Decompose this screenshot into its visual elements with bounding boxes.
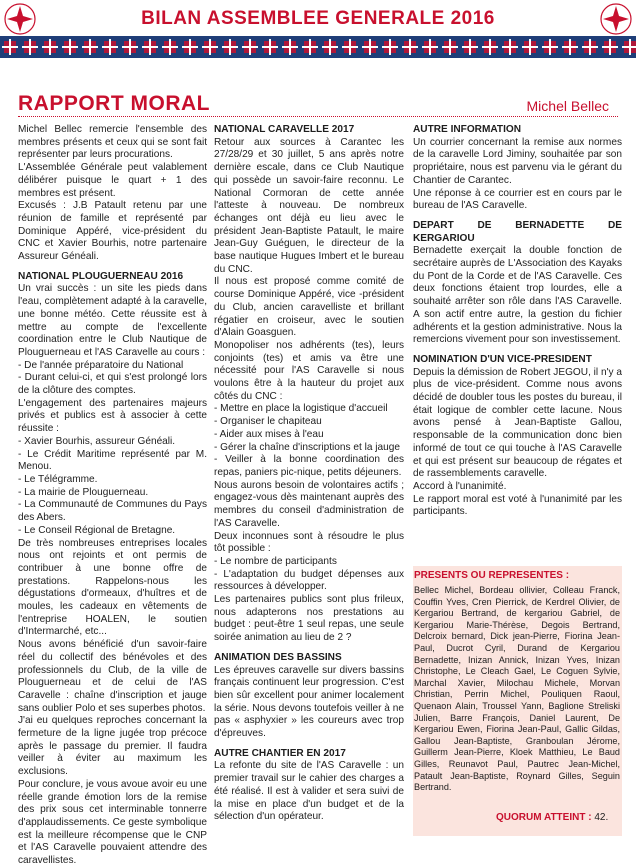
list-item: - Veiller à la bonne coordination des repas, paniers pic-nique, petits déjeuners.	[214, 454, 404, 478]
paragraph: Pour conclure, je vous avoue avoir eu une réelle grande émotion lors de la remise des prix sous cet interminable tonnerre d'applaudissements. Ce geste symbolique est la meilleure récompense que le CNP et l'AS Caravelle pouvaient attendre des caravellistes.	[18, 778, 207, 867]
list-item: - Mettre en place la logistique d'accueil	[214, 403, 388, 415]
paragraph: Il nous est proposé comme comité de course Dominique Appéré, vice -président du Club, ancien caravelliste et brillant régatier en croiseur, avec le soutien d'Alain Goasguen.	[214, 276, 404, 339]
list-item: - L'adaptation du budget dépenses aux ressources à développer.	[214, 568, 404, 593]
heading-autre-information: AUTRE INFORMATION	[413, 124, 522, 135]
paragraph: Deux inconnues sont à résoudre le plus tôt possible :	[214, 530, 404, 555]
paragraph: Les partenaires publics sont plus frileux, nous adapterons nos prestations au budget : peut-être 1 seul repas, une seule soirée animation au lieu de 2 ?	[214, 594, 404, 644]
decorative-flag-band	[0, 36, 636, 58]
heading-depart-bernadette: DEPART DE BERNADETTE DE KERGARIOU	[413, 219, 622, 244]
list-item: - Le nombre de participants	[214, 555, 337, 567]
quorum-label: QUORUM ATTEINT :	[496, 812, 592, 823]
list-item: - Le Conseil Régional de Bretagne.	[18, 524, 176, 536]
paragraph: Un vrai succès : un site les pieds dans l'eau, complètement adapté à la caravelle, une bonne météo. Cette réussite est à mettre au compte de l'excellente coordination entre le Club Nautique de Plouguerneau et l'AS Caravelle au cours :	[18, 283, 207, 358]
paragraph: Bernadette exerçait la double fonction de secrétaire auprès de L'Association des Kayaks du Pont de la Corde et de l'AS Caravelle. Ces deux fonctions étaient trop lourdes, elle a souhaité arrêter son rôle dans l'AS Caravelle. A son actif entre autre, la gestion du fichier adhérents et la gestion administrative. Nous la remercions vivement pour son investissement.	[413, 245, 622, 346]
attendees-list: Bellec Michel, Bordeau ollivier, Colleau Franck, Couffin Yves, Cren Pierrick, de Kerdrel Olivier, de Kergariou Bertrand, de kergariou Gabriel, de Kergariou Marie-Thérèse, Degois Bertrand, Delcroix bernard, Dick jean-Pierre, Fiorina Jean-Paul, Ducrot Cyril, Durand de Kergariou Bernadette, Inizan Annick, Inizan Yves, Inizan Christophe, Le Cleach Gael, Le Coguen Sylvie, Marchal Xavier, Milochau Michele, Morvan Christian, Perrin Michel, Pouliquen Raoul, Quenaon Alain, Troussel Yann, Baglione Streliski Julien, Barre François, Daniel Laurent, De Kergariou Ewen, Fiorina Jean-Paul, Gallic Gildas, Gallou Jean-Baptiste, Granboulan Jérome, Guillerm Jean-Pierre, Kloek Matthieu, Le Baud Gilles, Reunavot Paul, Pautrec Jean-Michel, Patault Jean-Baptiste, Roynard Gilles, Seguin Bertrand.	[414, 585, 620, 793]
column-middle	[214, 124, 404, 824]
paragraph: Accord à l'unanimité.	[413, 480, 507, 492]
intro-paragraph: Michel Bellec remercie l'ensemble des membres présents et ceux qui se sont fait représenter par leurs procurations.	[18, 124, 207, 161]
quorum-paragraph: L'Assemblée Générale peut valablement délibérer puisque le quart + 1 des membres est présent.	[18, 162, 207, 199]
list-item: - Xavier Bourhis, assureur Généali.	[18, 435, 176, 447]
list-item: - De l'année préparatoire du National	[18, 359, 184, 371]
paragraph: L'engagement des partenaires majeurs privés et publics est à associer à cette réussite :	[18, 397, 207, 435]
quorum-value: 42.	[591, 812, 609, 823]
section-title: RAPPORT MORAL	[18, 92, 210, 115]
column-left	[18, 124, 207, 868]
list-item: - Le Télégramme.	[18, 473, 98, 485]
association-cross-logo	[599, 2, 633, 36]
page-header	[0, 0, 636, 62]
paragraph: Depuis la démission de Robert JEGOU, il n'y a plus de vice-président. Comme nous avons décidé de doubler tous les postes du bureau, il était logique de combler cette lacune. Nous avons pensé à Jean-Baptiste Gallou, responsable de la communication donc bien informé de tout ce qui touche à l'AS Caravelle et qui est présent sur beaucoup de régates et de rassemblements caravelle.	[413, 366, 622, 480]
paragraph: Monopoliser nos adhérents (tes), leurs conjoints (tes) et amis va être une nécessité pour l'AS Caravelle si nous voulons être à la hauteur du projet aux côtés du CNC :	[214, 339, 404, 402]
list-item: - Aider aux mises à l'eau	[214, 428, 324, 440]
excuses-paragraph: Excusés : J.B Patault retenu par une réunion de famille et représenté par Dominique Appéré, vice-président du CNC et Xavier Bourhis, notre partenaire Assureur Généali.	[18, 200, 207, 263]
paragraph: J'ai eu quelques reproches concernant la fermeture de la ligne jugée trop précoce après le passage du premier. Il faudra veiller à éviter au maximum les exclusions.	[18, 715, 207, 778]
paragraph: Nous aurons besoin de volontaires actifs ; engagez-vous dès maintenant auprès des membres du conseil d'administration de l'AS Caravelle.	[214, 479, 404, 529]
author-name: Michel Bellec	[526, 98, 609, 114]
paragraph: Retour aux sources à Carantec les 27/28/29 et 30 juillet, 5 ans après notre dernière escale, dans ce Club Nautique qui possède un savoir-faire reconnu. Le National Cormoran de cette année l'atteste à nouveau. De nombreux échanges ont déjà eu lieu avec le président Jean-Baptiste Patault, le maire Jean-Guy Guéguen, le directeur de la base nautique Hugues Imbert et le bureau du CNC.	[214, 136, 404, 275]
paragraph: De très nombreuses entreprises locales nous ont rejoints et ont permis de contribuer à une bonne offre de prestations. Rappelons-nous les dégustations d'ormeaux, d'huîtres et de moules, les cadeaux en vêtements de l'entreprise HOALEN, le soutien d'Intermarché, etc...	[18, 537, 207, 638]
list-item: - Gérer la chaîne d'inscriptions et la jauge	[214, 441, 400, 453]
list-item: - Organiser le chapiteau	[214, 416, 322, 428]
title-divider	[18, 116, 618, 117]
paragraph: Les épreuves caravelle sur divers bassins français continuent leur progression. C'est bien sûr excellent pour animer localement la série. Nous devons toutefois veiller à ne pas « asphyxier » les coureurs avec trop d'épreuves.	[214, 664, 404, 740]
banner-title: BILAN ASSEMBLEE GENERALE 2016	[141, 8, 495, 29]
list-item: - Durant celui-ci, et qui s'est prolongé lors de la clôture des comptes.	[18, 372, 207, 397]
list-item: - La Communauté de Communes du Pays des Abers.	[18, 499, 207, 524]
heading-national-caravelle: NATIONAL CARAVELLE 2017	[214, 124, 355, 135]
paragraph: Une réponse à ce courrier est en cours par le bureau de l'AS Caravelle.	[413, 187, 622, 212]
column-right	[413, 124, 622, 519]
list-item: - La mairie de Plouguerneau.	[18, 486, 149, 498]
list-item: - Le Crédit Maritime représenté par M. Menou.	[18, 448, 207, 473]
paragraph: Nous avons bénéficié d'un savoir-faire réel du collectif des bénévoles et des professionnels du Club, de la ville de Plouguerneau et de celui de l'AS Caravelle : chaîne d'inscription et jauge sans oublier Polo et ses superbes photos.	[18, 639, 207, 714]
heading-national-plouguerneau: NATIONAL PLOUGUERNEAU 2016	[18, 270, 184, 282]
paragraph: Un courrier concernant la remise aux normes de la caravelle Lord Jiminy, souhaitée par son propriétaire, nous est parvenu via le gérant du Chantier de Carantec.	[413, 136, 622, 186]
heading-nomination-vice-president: NOMINATION D'UN VICE-PRESIDENT	[413, 353, 592, 365]
attendees-title: PRESENTS OU REPRESENTES :	[414, 570, 570, 581]
heading-animation-bassins: ANIMATION DES BASSINS	[214, 651, 342, 663]
quorum-line	[496, 812, 608, 823]
paragraph: La refonte du site de l'AS Caravelle : un premier travail sur le cahier des charges a été réalisé. Il est à valider et sera suivi de la mise en place d'un budget et de la sélection d'un opérateur.	[214, 760, 404, 823]
paragraph: Le rapport moral est voté à l'unanimité par les participants.	[413, 493, 622, 518]
heading-autre-chantier: AUTRE CHANTIER EN 2017	[214, 747, 346, 759]
